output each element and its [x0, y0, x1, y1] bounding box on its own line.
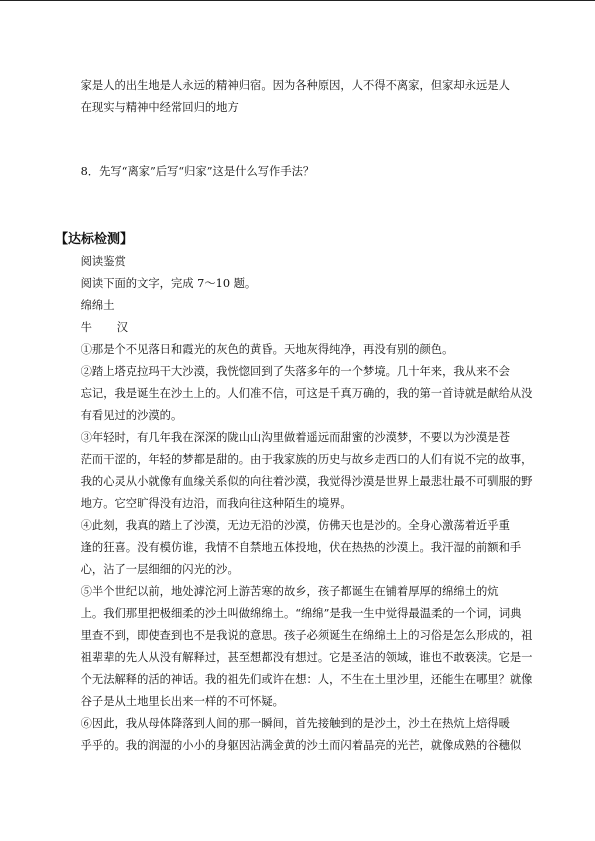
paragraph-line: 乎乎的。我的润湿的小小的身躯因沾满金黄的沙土而闪着晶亮的光芒，就像成熟的谷穗似: [80, 739, 522, 752]
paragraph-line: 地方。它空旷得没有边沿，而我向往这种陌生的境界。: [80, 497, 352, 510]
article-author: [58, 317, 536, 339]
intro-line: 家是人的出生地是人永远的精神归宿。因为各种原因，人不得不离家，但家却永远是人: [80, 79, 510, 92]
paragraph-line: 忘记，我是诞生在沙土上的。人们准不信，可这是千真万确的，我的第一首诗就是献给从没: [80, 387, 533, 400]
instruction-text: 阅读下面的文字，完成 7～10 题。: [80, 277, 257, 290]
paragraph-2: [58, 361, 536, 427]
paragraph-line: ①那是个不见落日和霞光的灰色的黄昏。天地灰得纯净，再没有别的颜色。: [80, 343, 454, 356]
section-heading: 【达标检测】: [55, 232, 134, 247]
paragraph-4: [58, 515, 536, 581]
paragraph-line: ③年轻时，有几年我在深深的陇山山沟里做着遥远而甜蜜的沙漠梦，不要以为沙漠是苍: [80, 431, 510, 444]
section-subheading: 阅读鉴赏: [80, 255, 126, 268]
intro-paragraph: [58, 75, 536, 119]
paragraph-line: 里查不到，即使查到也不是我说的意思。孩子必须诞生在绵绵土上的习俗是怎么形成的，祖: [80, 629, 533, 642]
author-name: 牛 汉: [80, 321, 135, 334]
paragraph-1: [58, 339, 536, 361]
paragraph-line: ④此刻，我真的踏上了沙漠，无边无沿的沙漠，仿佛天也是沙的。全身心激荡着近乎重: [80, 519, 510, 532]
paragraph-line: 个无法解释的活的神话。我的祖先们或许在想：人，不生在土里沙里，还能生在哪里？就像: [80, 673, 533, 686]
paragraph-line: 心，沾了一层细细的闪光的沙。: [80, 563, 239, 576]
paragraph-6: [58, 713, 536, 757]
intro-line: 在现实与精神中经常回归的地方: [80, 101, 239, 114]
article-title: 绵绵土: [80, 299, 115, 312]
paragraph-line: 祖辈辈的先人从没有解释过，甚至想都没有想过。它是圣洁的领域，谁也不敢亵渎。它是一: [80, 651, 533, 664]
question-8: 8．先写“离家”后写“归家”这是什么写作手法？: [80, 165, 315, 178]
paragraph-line: 有看见过的沙漠的。: [80, 409, 183, 422]
paragraph-line: 逢的狂喜。没有模仿谁，我情不自禁地五体投地，伏在热热的沙漠上。我汗湿的前额和手: [80, 541, 522, 554]
paragraph-line: ⑤半个世纪以前，地处滹沱河上游苦寒的故乡，孩子都诞生在铺着厚厚的绵绵土的炕: [80, 585, 499, 598]
paragraph-line: 上。我们那里把极细柔的沙土叫做绵绵土。“绵绵”是我一生中觉得最温柔的一个词，词典: [80, 607, 522, 620]
paragraph-line: ⑥因此，我从母体降落到人间的那一瞬间，首先接触到的是沙土，沙土在热炕上焙得暖: [80, 717, 510, 730]
paragraph-5: [58, 581, 536, 713]
paragraph-line: 谷子是从土地里长出来一样的不可怀疑。: [80, 695, 284, 708]
paragraph-line: 茫而干涩的，年轻的梦都是甜的。由于我家族的历史与故乡走西口的人们有说不完的故事，: [80, 453, 533, 466]
top-border-line: [0, 0, 595, 1]
paragraph-line: 我的心灵从小就像有血缘关系似的向往着沙漠，我觉得沙漠是世界上最悲壮最不可驯服的野: [80, 475, 533, 488]
paragraph-line: ②踏上塔克拉玛干大沙漠，我恍惚回到了失落多年的一个梦境。几十年来，我从来不会: [80, 365, 510, 378]
paragraph-3: [58, 427, 536, 515]
